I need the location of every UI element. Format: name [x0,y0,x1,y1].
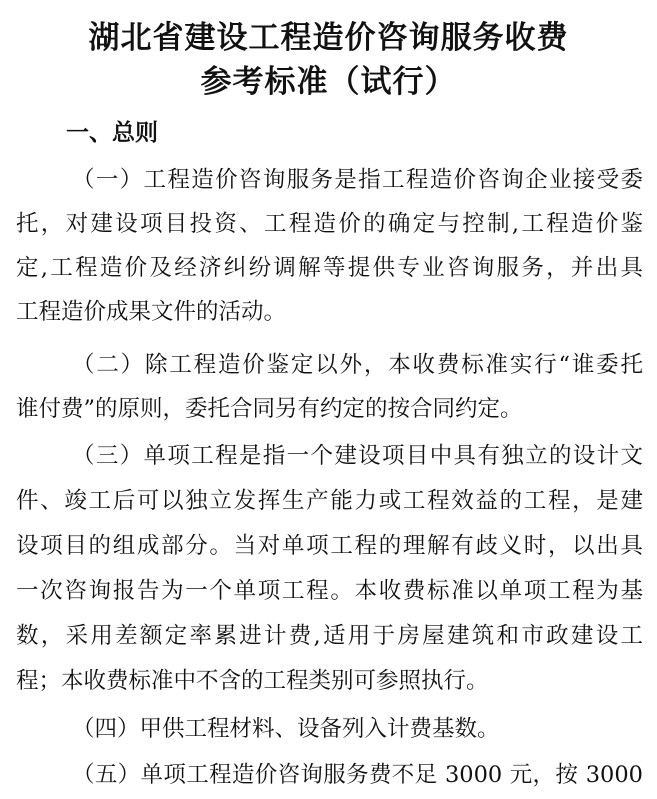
paragraph-line: 数，采用差额定率累进计费,适用于房屋建筑和市政建设工 [16,623,643,649]
paragraph-line: 件、竣工后可以独立发挥生产能力或工程效益的工程，是建 [16,488,643,514]
document-title-line-2: 参考标准（试行） [200,64,457,100]
paragraph-line: （三）单项工程是指一个建设项目中具有独立的设计文 [72,443,643,469]
paragraph-line: （四）甲供工程材料、设备列入计费基数。 [72,716,500,742]
paragraph-line: 定,工程造价及经济纠纷调解等提供专业咨询服务，并出具 [16,255,643,281]
paragraph-line: 一次咨询报告为一个单项工程。本收费标准以单项工程为基 [16,578,643,604]
paragraph-line: 托，对建设项目投资、工程造价的确定与控制,工程造价鉴 [16,211,643,237]
paragraph-line: （二）除工程造价鉴定以外，本收费标准实行“谁委托 [72,352,643,378]
paragraph-line: （一）工程造价咨询服务是指工程造价咨询企业接受委 [72,167,643,193]
document-title-line-1: 湖北省建设工程造价咨询服务收费 [88,20,569,56]
section-heading: 一、总则 [66,120,158,146]
paragraph-line: 工程造价成果文件的活动。 [16,299,287,325]
paragraph-line: （五）单项工程造价咨询服务费不足 3000 元，按 3000 [72,762,643,788]
paragraph-line: 设项目的组成部分。当对单项工程的理解有歧义时，以出具 [16,533,643,559]
paragraph-line: 程；本收费标准中不含的工程类别可参照执行。 [16,668,489,694]
paragraph-line: 谁付费”的原则，委托合同另有约定的按合同约定。 [16,396,523,422]
